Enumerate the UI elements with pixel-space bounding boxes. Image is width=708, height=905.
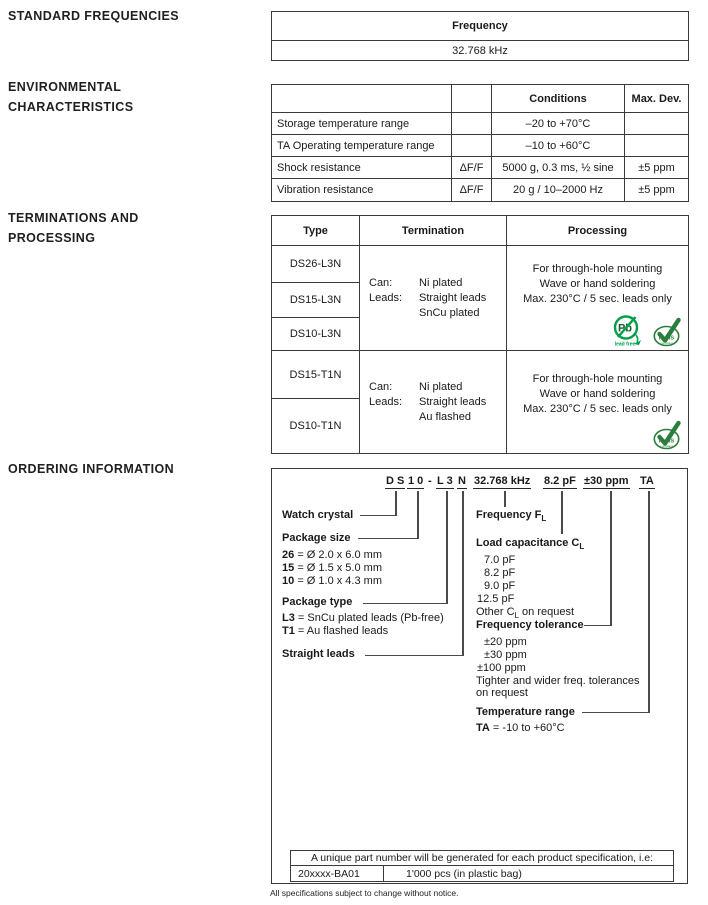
type-cell: DS15-L3N bbox=[272, 283, 360, 318]
env-header-conditions: Conditions bbox=[492, 85, 625, 113]
env-row-symbol bbox=[452, 135, 492, 157]
frequency-tolerance-label: Frequency tolerance bbox=[476, 619, 584, 631]
terminations-table bbox=[271, 215, 689, 454]
package-size-option: 10 = Ø 1.0 x 4.3 mm bbox=[282, 575, 382, 587]
type-cell: DS10-L3N bbox=[272, 318, 360, 351]
processing-line: Max. 230°C / 5 sec. leads only bbox=[523, 402, 672, 415]
connector-line bbox=[582, 712, 649, 714]
connector-line bbox=[417, 491, 419, 539]
capacitance-option: 9.0 pF bbox=[484, 580, 516, 592]
connector-line bbox=[561, 491, 563, 534]
env-header-empty2 bbox=[452, 85, 492, 113]
code-segment-package-type: L 3 bbox=[437, 475, 453, 487]
temperature-range-label: Temperature range bbox=[476, 706, 575, 718]
term-header-type: Type bbox=[272, 216, 360, 246]
frequency-value: 32.768 kHz bbox=[452, 44, 508, 57]
frequency-column-header: Frequency bbox=[272, 12, 688, 41]
env-row-max-dev: ±5 ppm bbox=[625, 157, 688, 179]
env-row-name: Vibration resistance bbox=[272, 179, 452, 201]
type-cell: DS26-L3N bbox=[272, 246, 360, 283]
code-segment-package-size: 1 0 bbox=[408, 475, 424, 487]
env-row-max-dev bbox=[625, 135, 688, 157]
term-label: Can: bbox=[369, 276, 393, 289]
ordering-information-box bbox=[271, 468, 688, 884]
package-type-option: L3 = SnCu plated leads (Pb-free) bbox=[282, 612, 444, 624]
term-label bbox=[369, 306, 419, 321]
svg-text:RoHS: RoHS bbox=[658, 438, 675, 445]
tolerance-note: on request bbox=[476, 687, 528, 699]
part-number-quantity: 1'000 pcs (in plastic bag) bbox=[406, 867, 522, 880]
env-row-symbol: ΔF/F bbox=[452, 157, 492, 179]
connector-line bbox=[365, 655, 463, 657]
env-row-conditions: 5000 g, 0.3 ms, ½ sine bbox=[492, 157, 625, 179]
heading-terminations-line2: PROCESSING bbox=[8, 231, 96, 245]
package-size-label: Package size bbox=[282, 532, 351, 544]
load-capacitance-label: Load capacitance $C_L$ bbox=[476, 537, 585, 552]
processing-line: Max. 230°C / 5 sec. leads only bbox=[523, 292, 672, 305]
term-label: Leads: bbox=[369, 395, 403, 408]
code-segment-tolerance: ±30 ppm bbox=[584, 475, 629, 487]
environmental-table bbox=[271, 84, 689, 202]
rohs-icon bbox=[653, 419, 681, 450]
svg-text:compliant: compliant bbox=[660, 340, 673, 345]
term-value: Ni plated bbox=[419, 276, 463, 289]
connector-line bbox=[363, 603, 447, 605]
pb-free-icon bbox=[611, 314, 645, 347]
part-number-note-header: A unique part number will be generated for each product specification, i.e: bbox=[291, 851, 673, 866]
package-size-option: 26 = Ø 2.0 x 6.0 mm bbox=[282, 549, 382, 561]
code-segment-watch-crystal: D S bbox=[386, 475, 405, 487]
processing-cell-group1 bbox=[507, 246, 688, 351]
temperature-range-value: TA = -10 to +60°C bbox=[476, 722, 565, 734]
capacitance-option: 12.5 pF bbox=[477, 593, 515, 605]
standard-frequencies-table bbox=[271, 11, 689, 61]
connector-line bbox=[504, 491, 506, 507]
env-row-conditions: –10 to +60°C bbox=[492, 135, 625, 157]
capacitance-option: 7.0 pF bbox=[484, 554, 516, 566]
env-row-symbol: ΔF/F bbox=[452, 179, 492, 201]
env-row-conditions: –20 to +70°C bbox=[492, 113, 625, 135]
tolerance-option: ±20 ppm bbox=[484, 636, 527, 648]
connector-line bbox=[584, 625, 611, 627]
env-row-name: TA Operating temperature range bbox=[272, 135, 452, 157]
code-segment-frequency: 32.768 kHz bbox=[474, 475, 531, 487]
heading-ordering-information: ORDERING INFORMATION bbox=[8, 462, 175, 476]
capacitance-option: 8.2 pF bbox=[484, 567, 516, 579]
term-value: Straight leads bbox=[419, 291, 487, 304]
processing-line: For through-hole mounting bbox=[532, 262, 663, 275]
connector-line bbox=[462, 491, 464, 656]
env-row-name: Storage temperature range bbox=[272, 113, 452, 135]
processing-line: Wave or hand soldering bbox=[539, 277, 656, 290]
term-header-termination: Termination bbox=[360, 216, 507, 246]
frequency-label: Frequency $F_L$ bbox=[476, 509, 547, 524]
term-label: Can: bbox=[369, 380, 393, 393]
code-segment-capacitance: 8.2 pF bbox=[544, 475, 576, 487]
svg-text:RoHS: RoHS bbox=[658, 335, 675, 342]
env-row-max-dev: ±5 ppm bbox=[638, 184, 675, 196]
term-header-processing: Processing bbox=[507, 216, 688, 246]
connector-line bbox=[446, 491, 448, 604]
processing-line: For through-hole mounting bbox=[532, 372, 663, 385]
termination-cell-group1 bbox=[360, 246, 507, 351]
straight-leads-label: Straight leads bbox=[282, 648, 355, 660]
term-label: Leads: bbox=[369, 291, 403, 304]
tolerance-note: Tighter and wider freq. tolerances bbox=[476, 675, 640, 687]
connector-line bbox=[610, 491, 612, 626]
connector-line bbox=[358, 538, 418, 540]
term-value: Au flashed bbox=[419, 410, 471, 423]
env-header-max-dev: Max. Dev. bbox=[625, 85, 688, 113]
package-type-option: T1 = Au flashed leads bbox=[282, 625, 389, 637]
connector-line bbox=[395, 491, 397, 516]
term-value: Ni plated bbox=[419, 380, 463, 393]
heading-environmental-line2: CHARACTERISTICS bbox=[8, 100, 134, 114]
code-segment-dash: - bbox=[428, 475, 432, 487]
part-number-note-table bbox=[290, 850, 674, 882]
svg-text:compliant: compliant bbox=[660, 443, 673, 448]
env-header-empty1 bbox=[272, 85, 452, 113]
package-size-option: 15 = Ø 1.5 x 5.0 mm bbox=[282, 562, 382, 574]
tolerance-option: ±100 ppm bbox=[477, 662, 526, 674]
capacitance-other-note: Other $C_L$ on request bbox=[476, 606, 575, 621]
connector-line bbox=[360, 515, 396, 517]
processing-cell-group2 bbox=[507, 351, 688, 453]
watch-crystal-label: Watch crystal bbox=[282, 509, 354, 521]
termination-cell-group2 bbox=[360, 351, 507, 453]
env-row-symbol bbox=[452, 113, 492, 135]
heading-environmental-line1: ENVIRONMENTAL bbox=[8, 80, 122, 94]
rohs-icon bbox=[653, 316, 681, 347]
svg-text:Pb: Pb bbox=[617, 322, 633, 335]
type-cell: DS15-T1N bbox=[272, 351, 360, 399]
code-segment-temp-range: TA bbox=[640, 475, 654, 487]
term-label bbox=[369, 410, 419, 425]
package-type-label: Package type bbox=[282, 596, 353, 608]
page-footer-note: All specifications subject to change without notice. bbox=[270, 888, 459, 898]
connector-line bbox=[648, 491, 650, 713]
code-segment-straight-leads: N bbox=[458, 475, 466, 487]
processing-line: Wave or hand soldering bbox=[539, 387, 656, 400]
env-row-max-dev bbox=[625, 113, 688, 135]
env-row-conditions: 20 g / 10–2000 Hz bbox=[492, 179, 625, 201]
part-number-example: 20xxxx-BA01 bbox=[291, 866, 384, 881]
heading-terminations-line1: TERMINATIONS AND bbox=[8, 211, 139, 225]
tolerance-option: ±30 ppm bbox=[484, 649, 527, 661]
env-row-name: Shock resistance bbox=[272, 157, 452, 179]
type-cell: DS10-T1N bbox=[272, 399, 360, 453]
svg-text:lead free: lead free bbox=[614, 341, 636, 347]
term-value: Straight leads bbox=[419, 395, 487, 408]
term-value: SnCu plated bbox=[419, 306, 480, 319]
heading-standard-frequencies: STANDARD FREQUENCIES bbox=[8, 9, 179, 23]
